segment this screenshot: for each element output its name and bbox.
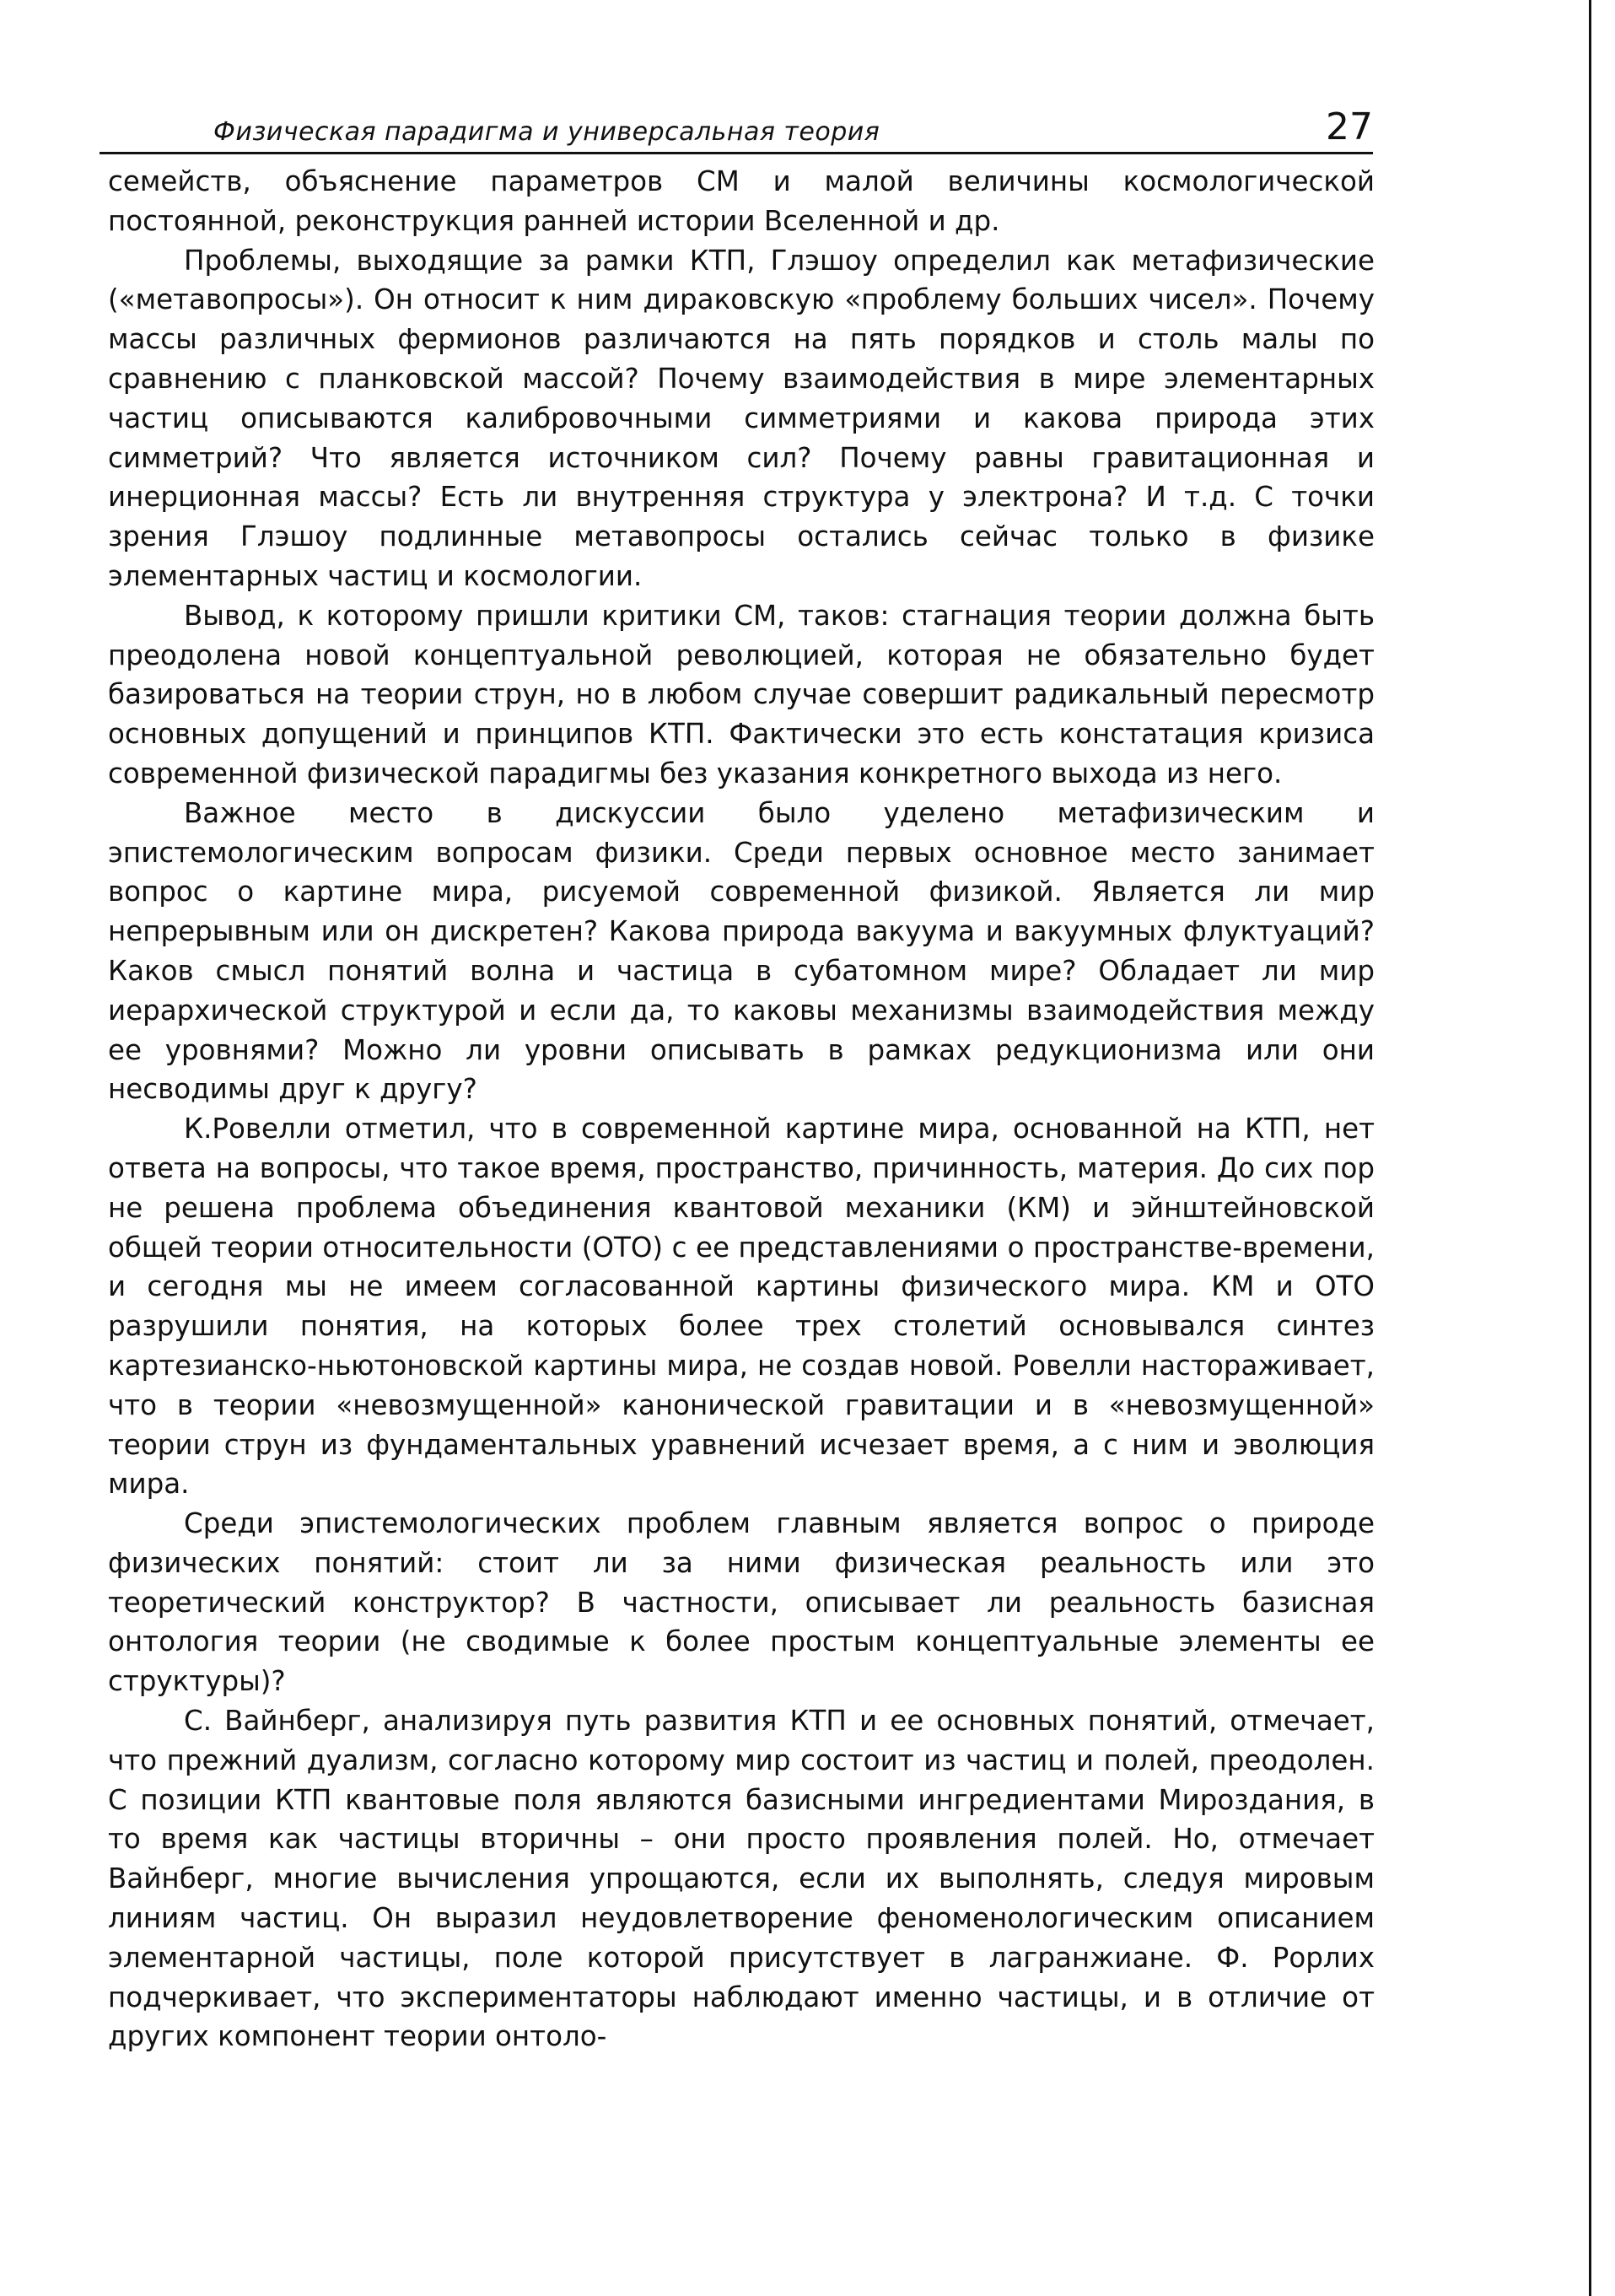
scan-edge-line [1589, 0, 1591, 2296]
paragraph-metaphysics: Важное место в дискуссии было уделено метафизическим и эпистемологическим вопросам физики. Среди первых основное место занимает вопрос о картине мира, рисуемой современной физикой. Является ли мир непрерывным или он дискретен? Какова природа вакуума и вакуумных флуктуаций? Каков смысл понятий волна и частица в субатомном мире? Обладает ли мир иерархической структурой и если да, то каковы механизмы взаимодействия между ее уровнями? Можно ли уровни описывать в рамках редукционизма или они несводимы друг к другу? [108, 796, 1375, 1106]
running-title: Физическая парадигма и универсальная теория [213, 117, 880, 147]
paragraph-epistemology: Среди эпистемологических проблем главным является вопрос о природе физических понятий: стоит ли за ними физическая реальность или это теоретический конструктор? В частности, описывает ли реальность базисная онтология теории (не сводимые к более простым концептуальные элементы ее структуры)? [108, 1507, 1375, 1698]
paragraph-metaquestions: Проблемы, выходящие за рамки КТП, Глэшоу определил как метафизические («метавопросы»). Он относит к ним дираковскую «проблему больших чисел». Почему массы различных фермионов различаются на пять порядков и столь малы по сравнению с планковской массой? Почему взаимодействия в мире элементарных частиц описываются калибровочными симметриями и какова природа этих симметрий? Что является источником сил? Почему равны гравитационная и инерционная массы? Есть ли внутренняя структура у электрона? И т.д. С точки зрения Глэшоу подлинные метавопросы остались сейчас только в физике элементарных частиц и космологии. [108, 244, 1375, 592]
page-body [108, 162, 1375, 2056]
page-number: 27 [1326, 105, 1373, 148]
page-header [100, 93, 1373, 154]
paragraph-rovelli: К.Ровелли отметил, что в современной картине мира, основанной на КТП, нет ответа на вопросы, что такое время, пространство, причинность, материя. До сих пор не решена проблема объединения квантовой механики (КМ) и эйнштейновской общей теории относительности (ОТО) с ее представлениями о пространстве-времени, и сегодня мы не имеем согласованной картины физического мира. КМ и ОТО разрушили понятия, на которых более трех столетий основывался синтез картезианско-ньютоновской картины мира, не создав новой. Ровелли настораживает, что в теории «невозмущенной» канонической гравитации и в «невозмущенной» теории струн из фундаментальных уравнений исчезает время, а с ним и эволюция мира. [108, 1113, 1375, 1501]
paragraph-conclusion: Вывод, к которому пришли критики СМ, таков: стагнация теории должна быть преодолена новой концептуальной революцией, которая не обязательно будет базироваться на теории струн, но в любом случае совершит радикальный пересмотр основных допущений и принципов КТП. Фактически это есть констатация кризиса современной физической парадигмы без указания конкретного выхода из него. [108, 599, 1375, 790]
paragraph-continuation: семейств, объяснение параметров СМ и малой величины космологической постоянной, реконструкция ранней истории Вселенной и др. [108, 165, 1375, 237]
paragraph-weinberg: С. Вайнберг, анализируя путь развития КТП и ее основных понятий, отмечает, что прежний дуализм, согласно которому мир состоит из частиц и полей, преодолен. С позиции КТП квантовые поля являются базисными ингредиентами Мироздания, в то время как частицы вторичны – они просто проявления полей. Но, отмечает Вайнберг, многие вычисления упрощаются, если их выполнять, следуя мировым линиям частиц. Он выразил неудовлетворение феноменологическим описанием элементарной частицы, поле которой присутствует в лагранжиане. Ф. Рорлих подчеркивает, что экспериментаторы наблюдают именно частицы, и в отличие от других компонент теории онтоло- [108, 1705, 1375, 2053]
